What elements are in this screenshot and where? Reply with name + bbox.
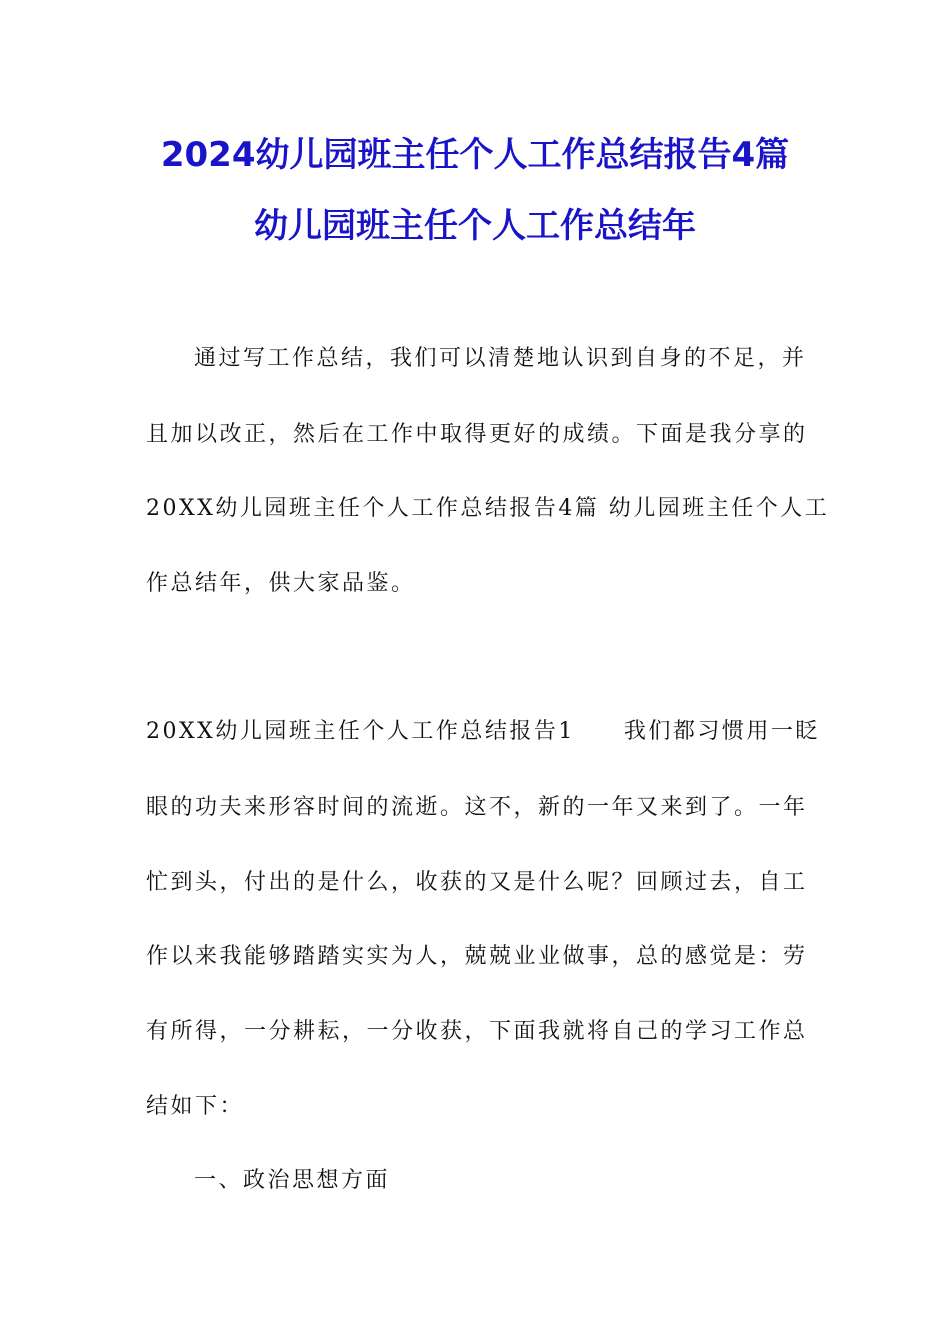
body-line: 眼的功夫来形容时间的流逝。这不，新的一年又来到了。一年 (146, 795, 808, 820)
body-line: 作以来我能够踏踏实实为人，兢兢业业做事，总的感觉是：劳 (146, 944, 808, 969)
intro-line: 通过写工作总结，我们可以清楚地认识到自身的不足，并 (194, 346, 807, 371)
intro-line: 作总结年，供大家品鉴。 (146, 571, 416, 596)
body-line: 20XX幼儿园班主任个人工作总结报告1 我们都习惯用一眨 (146, 719, 820, 744)
document-title-line2: 幼儿园班主任个人工作总结年 (254, 206, 696, 246)
body-line: 结如下： (146, 1094, 245, 1119)
document-title-line1: 2024幼儿园班主任个人工作总结报告4篇 (160, 135, 790, 175)
section-heading: 一、政治思想方面 (194, 1168, 391, 1193)
intro-line: 且加以改正，然后在工作中取得更好的成绩。下面是我分享的 (146, 422, 808, 447)
body-line: 有所得，一分耕耘，一分收获，下面我就将自己的学习工作总 (146, 1019, 808, 1044)
intro-line: 20XX幼儿园班主任个人工作总结报告4篇 幼儿园班主任个人工 (146, 496, 830, 521)
body-line: 忙到头，付出的是什么，收获的又是什么呢？回顾过去，自工 (146, 870, 808, 895)
